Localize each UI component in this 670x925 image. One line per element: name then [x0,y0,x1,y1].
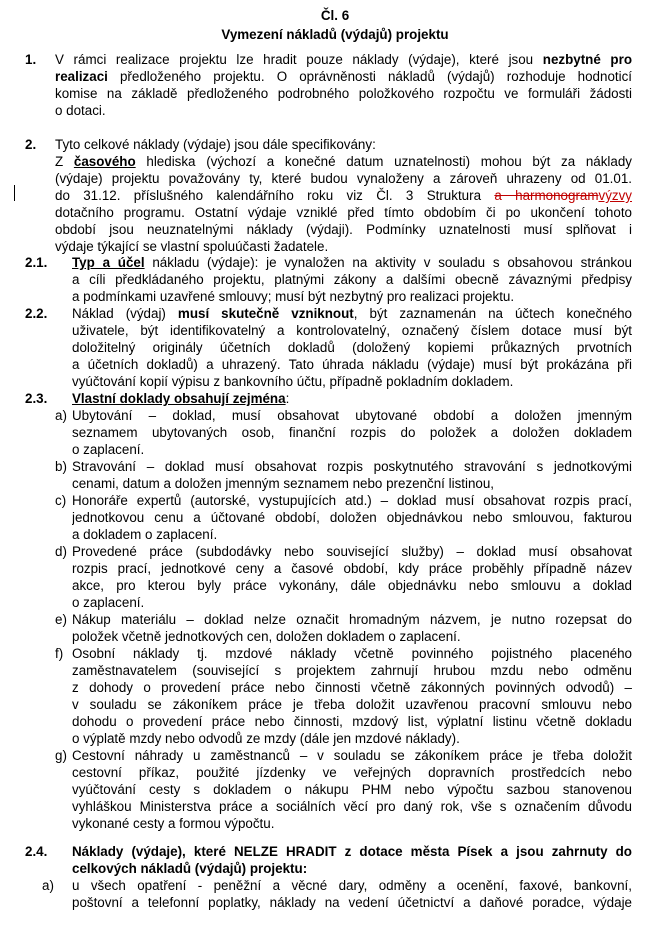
list-item-marker: g) [55,748,67,763]
list-item-marker: f) [55,646,64,661]
paragraph-2-number: 2. [25,137,37,152]
list-item-line: Cestovní náhrady u zaměstnanců – v souladu se zákoníkem práce je třeba doložit [72,748,632,763]
section-2-3-number: 2.3. [25,391,48,406]
section-2-1-line-3: a podmínkami uzavřené smlouvy; musí být nezbytný pro realizaci projektu. [72,289,515,304]
list-item-line: z dohody o provedení práce nebo činnosti včetně zákonných povinných odvodů) – [72,680,632,695]
list-item-line: dohodu o provedení práce nebo činnosti, mzdový list, výplatní listinu včetně dokladu [72,714,632,729]
paragraph-1-line-4: o dotaci. [55,103,106,118]
section-2-2-line-5: vyúčtování kopií výpisu z bankovního účtu, případně pokladním dokladem. [72,374,514,389]
list-item-marker: d) [55,544,67,559]
paragraph-2-line-4: do 31.12. příslušného kalendářního roku viz Čl. 3 Struktura a harmonogramvýzvy [55,188,632,203]
section-2-4-number: 2.4. [25,844,48,859]
paragraph-1-number: 1. [25,52,37,67]
section-2-2-line-3: doložitelný originály účetních dokladů (doložený kopiemi průkazných prvotních [72,340,632,355]
paragraph-2-line-1: Tyto celkové náklady (výdaje) jsou dále specifikovány: [55,137,376,152]
article-number: Čl. 6 [320,8,350,23]
list-item-line: Nákup materiálu – doklad nelze označit hromadným názvem, je nutno rozepsat do [72,612,632,627]
list-item-marker: b) [55,459,67,474]
list-item-line: vyúčtování cesty s dokladem o nákupu PHM nebo výpočtu sazbou stanovenou [72,782,632,797]
paragraph-1-line-2: realizaci předloženého projektu. O oprávněnosti nákladů (výdajů) rozhoduje hodnoticí [55,69,632,84]
article-title: Vymezení nákladů (výdajů) projektu [221,27,449,42]
list-item-line: rozpis prací, jednotkové ceny a časové období, kdy práce proběhly případně název [72,561,632,576]
text-cursor [14,185,15,201]
list-item-line: zaměstnavatelem (související s projektem zahrnují hrubou mzdu nebo odměnu [72,663,632,678]
list-item-line: a dokladem o zaplacení. [72,527,218,542]
section-2-2-line-4: a účetních dokladů) a uhrazený. Tato úhrada nákladu (výdaje) musí být prokázána při [72,357,632,372]
section-2-2-line-1: Náklad (výdaj) musí skutečně vzniknout, být zaznamenán na účtech konečného [72,306,632,321]
paragraph-1-line-1: V rámci realizace projektu lze hradit pouze náklady (výdaje), které jsou nezbytné pro [55,52,632,67]
list-item-marker: c) [55,493,67,508]
list-item-line: o výplatě mzdy nebo odvodů ze mzdy (dále jen mzdové náklady). [72,731,460,746]
list-item-line: v souladu se zákoníkem práce je třeba doložit uzavřenou pracovní smlouvu nebo [72,697,632,712]
paragraph-2-line-3: (výdaje) projektu považovány ty, které budou vynaloženy a zároveň uhrazeny od 01.01. [55,171,632,186]
list-item-line: vyhláškou Ministerstva práce a sociálních věcí pro daný rok, vše s označením důvodu [72,799,632,814]
list-item-line: Honoráře expertů (autorské, vystupujících atd.) – doklad musí obsahovat rozpis prací, [72,493,632,508]
list-item-line: akce, pro kterou byly práce vykonány, dále objednávku nebo smlouvu a doklad [72,578,632,593]
paragraph-2-line-6: období jsou neuznatelnými náklady (výdaji). Podmínky uznatelnosti musí splňovat i [55,222,632,237]
list-item-line: jednotkovou cenu a účtované období, doložen objednávkou nebo smlouvou, fakturou [72,510,632,525]
section-2-4-line-1: Náklady (výdaje), které NELZE HRADIT z dotace města Písek a jsou zahrnuty do [72,844,632,859]
section-2-1-line-2: a cíli předkládaného projektu, platnými zákony a dalšími obecně závaznými předpisy [72,272,632,287]
tracked-insertion: výzvy [598,188,632,203]
section-2-3-heading: Vlastní doklady obsahují zejména: [72,391,290,406]
section-2-1-number: 2.1. [25,255,48,270]
paragraph-1-line-3: komise na základě předloženého podrobného položkového rozpočtu ve formuláři žádosti [55,86,632,101]
list-item-line: Stravování – doklad musí obsahovat rozpis poskytnutého stravování s jednotkovými [72,459,632,474]
list-item-line: Ubytování – doklad, musí obsahovat ubytované období a doložen jmenným [72,408,632,423]
list-item-line: poštovní a telefonní poplatky, náklady na vedení účetnictví a daňové poradce, výdaje [72,895,632,910]
list-item-line: u všech opatření - peněžní a věcné dary, odměny a ocenění, faxové, bankovní, [72,878,632,893]
section-2-2-number: 2.2. [25,306,48,321]
section-2-1-line-1: Typ a účel nákladu (výdaje): je vynaložen na aktivity v souladu s obsahovou stránkou [72,255,632,270]
list-item-line: o zaplacení. [72,442,145,457]
list-item-line: Provedené práce (subdodávky nebo související služby) – doklad musí obsahovat [72,544,632,559]
tracked-deletion: a harmonogram [494,188,599,203]
paragraph-2-line-5: dotačního programu. Ostatní výdaje vzniklé před tímto obdobím či po ukončení tohoto [55,205,632,220]
list-item-line: položek včetně jednotkových cen, doložen dokladem o zaplacení. [72,629,461,644]
list-item-marker: a) [55,408,67,423]
list-item-marker: a) [42,878,54,893]
list-item-marker: e) [55,612,67,627]
list-item-line: Osobní náklady tj. mzdové náklady včetně povinného pojistného placeného [72,646,632,661]
list-item-line: cestovní příkaz, použité jízdenky ve veřejných dopravních prostředcích nebo [72,765,632,780]
list-item-line: seznamem ubytovaných osob, finanční rozpis do položek a doložen dokladem [72,425,632,440]
paragraph-2-line-2: Z časového hlediska (výchozí a konečné datum uznatelnosti) mohou být za náklady [55,154,632,169]
list-item-line: vykonané cesty a formou výpočtu. [72,816,275,831]
section-2-4-line-2: celkových nákladů (výdajů) projektu: [72,861,308,876]
paragraph-2-line-7: výdaje týkající se vlastní spoluúčasti žadatele. [55,239,329,254]
section-2-2-line-2: uživatele, být identifikovatelný a kontrolovatelný, označený číslem dotace musí být [72,323,632,338]
list-item-line: o zaplacení. [72,595,145,610]
list-item-line: cenami, datum a doložen jmenným seznamem nebo prezenční listinou, [72,476,495,491]
